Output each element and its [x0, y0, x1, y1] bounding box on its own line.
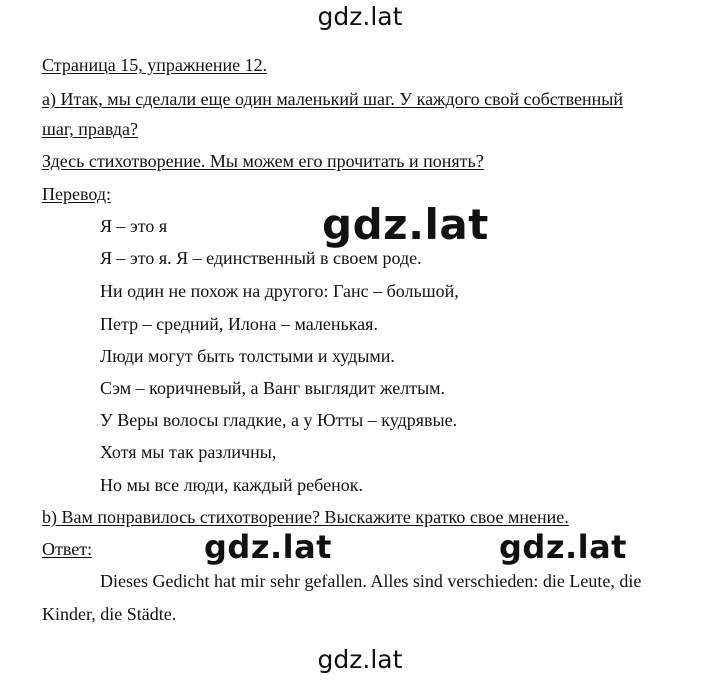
- poem-line: Хотя мы так различны,: [100, 442, 277, 462]
- translation-label: Перевод:: [42, 184, 111, 204]
- poem-line: Сэм – коричневый, а Ванг выглядит желтым.: [100, 378, 446, 398]
- poem-line: Люди могут быть толстыми и худыми.: [100, 346, 395, 366]
- answer-line-2: Kinder, die Städte.: [42, 604, 177, 624]
- poem-line: Ни один не похож на другого: Ганс – большой,: [100, 281, 459, 301]
- page-heading: Страница 15, упражнение 12.: [42, 55, 268, 75]
- task-a-line-1: а) Итак, мы сделали еще один маленький шаг. У каждого свой собственный: [42, 89, 623, 109]
- watermark-center: gdz.lat: [322, 200, 489, 249]
- poem-line: Петр – средний, Илона – маленькая.: [100, 314, 378, 334]
- answer-line-1: Dieses Gedicht hat mir sehr gefallen. Alles sind verschieden: die Leute, die: [100, 571, 642, 591]
- answer-label: Ответ:: [42, 539, 93, 559]
- watermark-bottom: gdz.lat: [317, 645, 403, 674]
- poem-line: У Веры волосы гладкие, а у Ютты – кудрявые.: [100, 410, 458, 430]
- poem-line: Я – это я. Я – единственный в своем роде.: [100, 248, 422, 268]
- watermark-mid-right: gdz.lat: [499, 528, 627, 566]
- task-a-line-2: шаг, правда?: [42, 119, 139, 139]
- watermark-mid-left: gdz.lat: [204, 528, 332, 566]
- poem-line: Я – это я: [100, 216, 168, 236]
- poem-line: Но мы все люди, каждый ребенок.: [100, 475, 363, 495]
- watermark-top: gdz.lat: [317, 2, 403, 31]
- task-a-line-3: Здесь стихотворение. Мы можем его прочитать и понять?: [42, 151, 484, 171]
- task-b: b) Вам понравилось стихотворение? Выскажите кратко свое мнение.: [42, 507, 569, 527]
